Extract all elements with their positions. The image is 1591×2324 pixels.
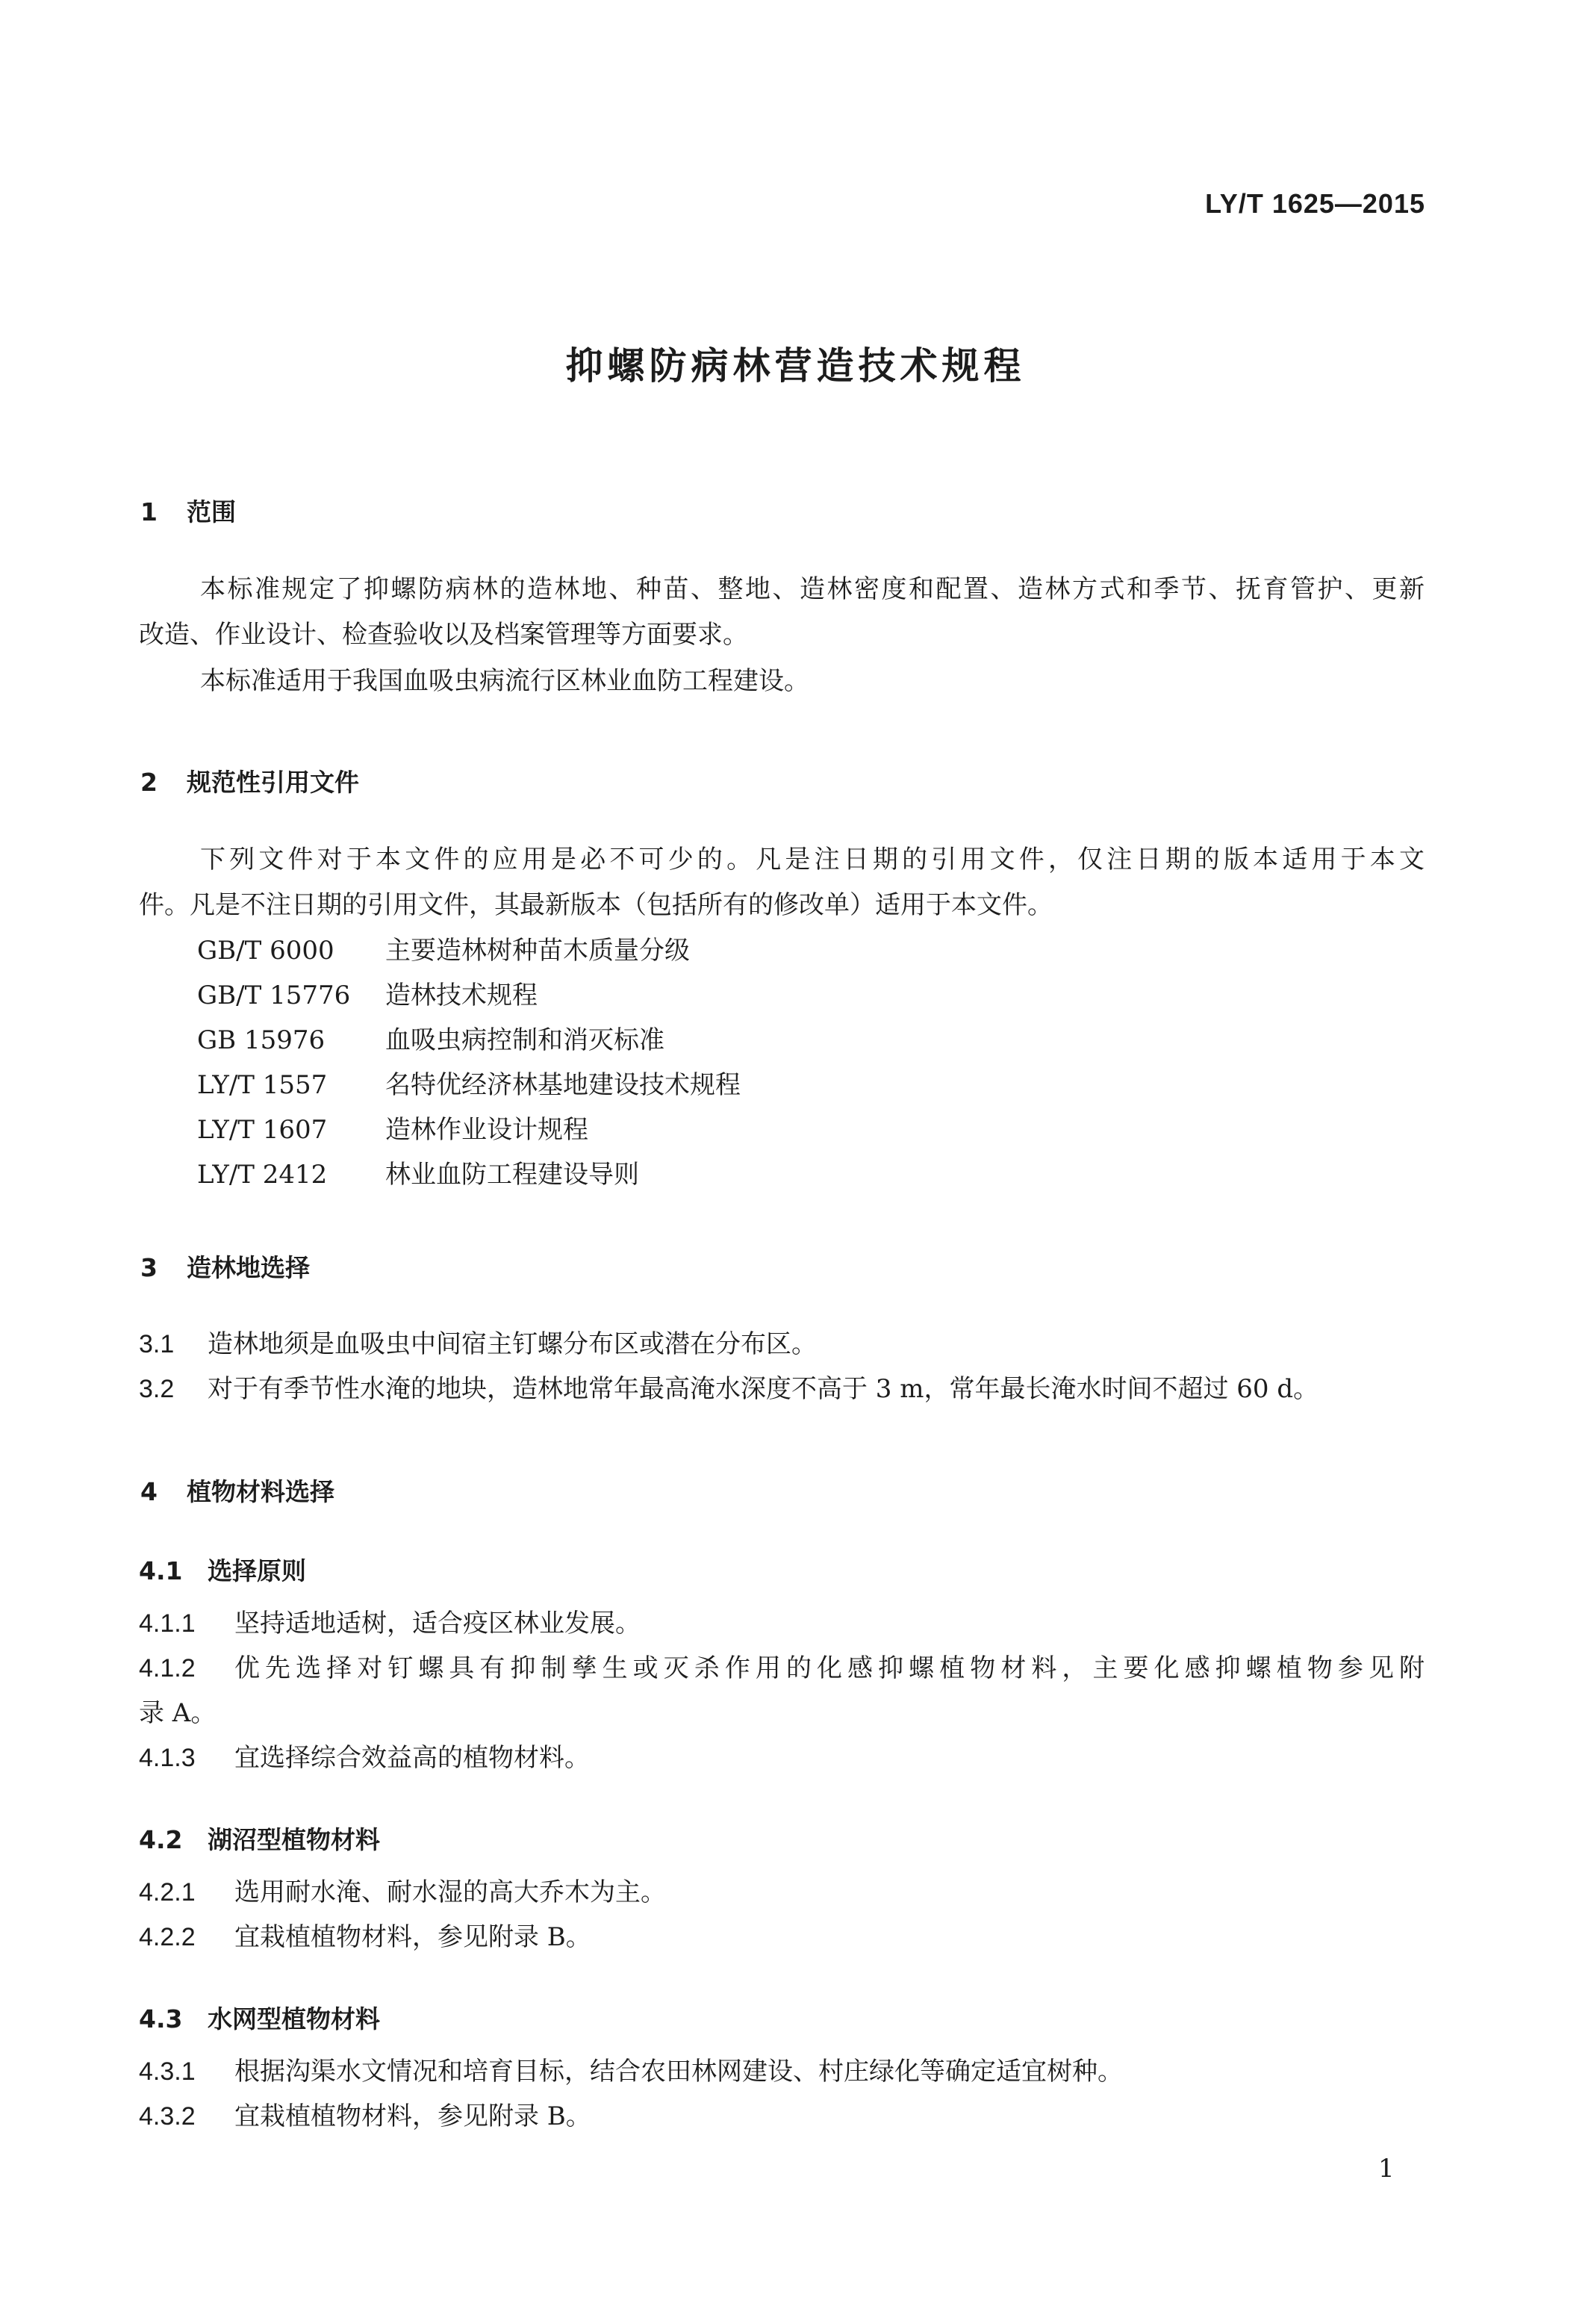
section-4-heading <box>140 1473 334 1508</box>
clause-text: 根据沟渠水文情况和培育目标，结合农田林网建设、村庄绿化等确定适宜树种。 <box>234 2057 1123 2087</box>
clause-text: 选用耐水淹、耐水湿的高大乔木为主。 <box>234 1877 666 1907</box>
reference-title: 造林技术规程 <box>385 981 538 1010</box>
section-number: 4 <box>140 1477 158 1506</box>
reference-item <box>197 936 690 966</box>
clause-number: 4.2.2 <box>139 1923 196 1951</box>
reference-code: GB/T 15776 <box>197 981 351 1010</box>
clause-text: 造林地须是血吸虫中间宿主钉螺分布区或潜在分布区。 <box>208 1329 817 1359</box>
reference-title: 造林作业设计规程 <box>385 1115 588 1145</box>
paragraph-line: 改造、作业设计、检查验收以及档案管理等方面要求。 <box>139 620 748 650</box>
clause-4-2-2 <box>139 1922 591 1952</box>
clause-4-1-2 <box>139 1653 1425 1683</box>
clause-4-2-1 <box>139 1877 666 1907</box>
subsection-title: 湖沼型植物材料 <box>208 1825 380 1854</box>
reference-item <box>197 1160 639 1190</box>
clause-continuation: 录 A。 <box>139 1698 217 1728</box>
section-title: 植物材料选择 <box>187 1477 334 1506</box>
reference-code: LY/T 1557 <box>197 1070 328 1100</box>
clause-3-2 <box>139 1374 1318 1404</box>
clause-text: 对于有季节性水淹的地块，造林地常年最高淹水深度不高于 3 m，常年最长淹水时间不超过 60 d。 <box>208 1374 1319 1404</box>
subsection-4-3-heading <box>139 2000 380 2035</box>
clause-number: 4.1.2 <box>139 1654 196 1683</box>
paragraph-line: 件。凡是不注日期的引用文件，其最新版本（包括所有的修改单）适用于本文件。 <box>139 890 1053 920</box>
reference-title: 名特优经济林基地建设技术规程 <box>385 1070 741 1100</box>
section-1-heading <box>140 493 236 528</box>
subsection-number: 4.1 <box>139 1556 183 1585</box>
section-title: 造林地选择 <box>187 1253 310 1282</box>
clause-text: 宜选择综合效益高的植物材料。 <box>234 1743 590 1773</box>
clause-4-3-2 <box>139 2101 591 2131</box>
page-number: 1 <box>1378 2154 1395 2184</box>
section-number: 3 <box>140 1253 158 1282</box>
reference-code: LY/T 2412 <box>197 1160 328 1190</box>
reference-code: GB 15976 <box>197 1025 326 1055</box>
section-number: 1 <box>140 497 158 526</box>
standard-code: LY/T 1625—2015 <box>1205 188 1425 219</box>
reference-title: 主要造林树种苗木质量分级 <box>385 936 690 966</box>
reference-title: 林业血防工程建设导则 <box>385 1160 639 1190</box>
section-title: 范围 <box>187 497 236 526</box>
clause-4-1-1 <box>139 1609 641 1638</box>
clause-number: 4.1.1 <box>139 1609 196 1638</box>
reference-item <box>197 981 538 1010</box>
subsection-4-2-heading <box>139 1821 380 1856</box>
reference-item <box>197 1070 741 1100</box>
clause-4-1-3 <box>139 1743 590 1773</box>
clause-number: 4.2.1 <box>139 1878 196 1907</box>
document-title: 抑螺防病林营造技术规程 <box>565 344 1026 388</box>
clause-text: 宜栽植植物材料，参见附录 B。 <box>234 2101 591 2131</box>
subsection-number: 4.3 <box>139 2004 183 2034</box>
subsection-title: 水网型植物材料 <box>208 2004 380 2034</box>
section-title: 规范性引用文件 <box>187 768 359 797</box>
paragraph-line: 下列文件对于本文件的应用是必不可少的。凡是注日期的引用文件，仅注日期的版本适用于本文 <box>200 845 1425 874</box>
subsection-title: 选择原则 <box>208 1556 306 1585</box>
subsection-4-1-heading <box>139 1552 306 1587</box>
clause-4-3-1 <box>139 2057 1123 2087</box>
clause-number: 4.3.1 <box>139 2057 196 2086</box>
reference-code: GB/T 6000 <box>197 936 334 966</box>
clause-3-1 <box>139 1329 817 1359</box>
reference-code: LY/T 1607 <box>197 1115 328 1145</box>
paragraph-line: 本标准规定了抑螺防病林的造林地、种苗、整地、造林密度和配置、造林方式和季节、抚育管护、更新 <box>200 574 1425 604</box>
section-3-heading <box>140 1249 310 1284</box>
paragraph: 本标准适用于我国血吸虫病流行区林业血防工程建设。 <box>200 666 809 696</box>
subsection-number: 4.2 <box>139 1825 183 1854</box>
reference-title: 血吸虫病控制和消灭标准 <box>385 1025 664 1055</box>
section-number: 2 <box>140 768 158 797</box>
clause-line <box>139 1653 1425 1683</box>
reference-item <box>197 1025 664 1055</box>
clause-text: 宜栽植植物材料，参见附录 B。 <box>234 1922 591 1952</box>
clause-number: 4.3.2 <box>139 2102 196 2131</box>
section-2-heading <box>140 763 359 798</box>
reference-item <box>197 1115 588 1145</box>
clause-text: 坚持适地适树，适合疫区林业发展。 <box>234 1609 641 1638</box>
clause-number: 4.1.3 <box>139 1744 196 1772</box>
clause-text: 优先选择对钉螺具有抑制孳生或灭杀作用的化感抑螺植物材料，主要化感抑螺植物参见附 <box>234 1653 1425 1683</box>
clause-number: 3.1 <box>139 1330 175 1358</box>
clause-number: 3.2 <box>139 1375 175 1403</box>
